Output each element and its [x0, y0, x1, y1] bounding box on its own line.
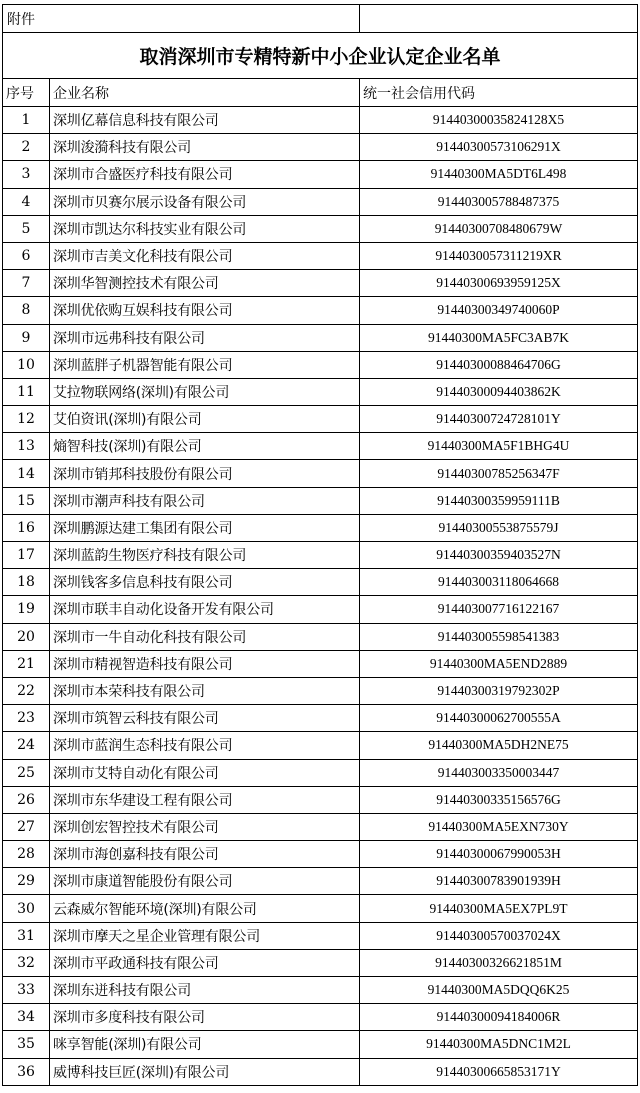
table-row — [3, 215, 638, 242]
row-name-cell: 深圳市康道智能股份有限公司 — [50, 868, 360, 895]
table-row — [3, 134, 638, 161]
row-name-cell: 深圳市合盛医疗科技有限公司 — [50, 161, 360, 188]
row-name-cell: 深圳亿幕信息科技有限公司 — [50, 107, 360, 134]
row-code-cell: 91440300035824128X5 — [360, 107, 638, 134]
row-name-cell: 深圳优依购互娱科技有限公司 — [50, 297, 360, 324]
row-seq-cell: 24 — [3, 732, 50, 759]
table-row — [3, 406, 638, 433]
row-code-cell: 9144030057311219XR — [360, 242, 638, 269]
row-name-cell: 艾拉物联网络(深圳)有限公司 — [50, 378, 360, 405]
row-code-cell: 91440300MA5F1BHG4U — [360, 433, 638, 460]
table-row — [3, 1058, 638, 1085]
row-seq-cell: 33 — [3, 977, 50, 1004]
table-row — [3, 813, 638, 840]
table-row — [3, 270, 638, 297]
header-name: 企业名称 — [50, 79, 360, 107]
table-row — [3, 107, 638, 134]
row-name-cell: 深圳市蓝润生态科技有限公司 — [50, 732, 360, 759]
row-seq-cell: 34 — [3, 1004, 50, 1031]
table-row — [3, 841, 638, 868]
page-title: 取消深圳市专精特新中小企业认定企业名单 — [3, 33, 638, 79]
row-name-cell: 深圳蓝胖子机器智能有限公司 — [50, 351, 360, 378]
row-name-cell: 深圳市海创嘉科技有限公司 — [50, 841, 360, 868]
row-code-cell: 91440300MA5EX7PL9T — [360, 895, 638, 922]
row-name-cell: 深圳市销邦科技股份有限公司 — [50, 460, 360, 487]
row-code-cell: 91440300349740060P — [360, 297, 638, 324]
table-row — [3, 242, 638, 269]
row-name-cell: 深圳市联丰自动化设备开发有限公司 — [50, 596, 360, 623]
table-row — [3, 705, 638, 732]
row-code-cell: 91440300553875579J — [360, 514, 638, 541]
table-row — [3, 188, 638, 215]
row-name-cell: 咪享智能(深圳)有限公司 — [50, 1031, 360, 1058]
row-name-cell: 云森威尔智能环境(深圳)有限公司 — [50, 895, 360, 922]
row-seq-cell: 31 — [3, 922, 50, 949]
row-seq-cell: 19 — [3, 596, 50, 623]
header-code: 统一社会信用代码 — [360, 79, 638, 107]
row-name-cell: 深圳市贝赛尔展示设备有限公司 — [50, 188, 360, 215]
row-code-cell: 91440300094403862K — [360, 378, 638, 405]
table-row — [3, 460, 638, 487]
row-seq-cell: 28 — [3, 841, 50, 868]
row-code-cell: 91440300094184006R — [360, 1004, 638, 1031]
sheet-body — [3, 5, 638, 1086]
row-seq-cell: 6 — [3, 242, 50, 269]
row-name-cell: 深圳浚漪科技有限公司 — [50, 134, 360, 161]
row-code-cell: 91440300MA5EXN730Y — [360, 813, 638, 840]
row-seq-cell: 22 — [3, 677, 50, 704]
row-code-cell: 91440300359403527N — [360, 542, 638, 569]
table-row — [3, 433, 638, 460]
table-row — [3, 868, 638, 895]
row-code-cell: 91440300783901939H — [360, 868, 638, 895]
row-name-cell: 深圳市艾特自动化有限公司 — [50, 759, 360, 786]
row-seq-cell: 3 — [3, 161, 50, 188]
row-code-cell: 91440300062700555A — [360, 705, 638, 732]
row-seq-cell: 13 — [3, 433, 50, 460]
row-name-cell: 深圳市多度科技有限公司 — [50, 1004, 360, 1031]
row-seq-cell: 7 — [3, 270, 50, 297]
row-name-cell: 艾伯资讯(深圳)有限公司 — [50, 406, 360, 433]
table-row — [3, 351, 638, 378]
row-code-cell: 91440300MA5DT6L498 — [360, 161, 638, 188]
row-code-cell: 91440300MA5DNC1M2L — [360, 1031, 638, 1058]
row-seq-cell: 14 — [3, 460, 50, 487]
row-seq-cell: 23 — [3, 705, 50, 732]
table-row — [3, 650, 638, 677]
row-name-cell: 深圳市筑智云科技有限公司 — [50, 705, 360, 732]
row-seq-cell: 1 — [3, 107, 50, 134]
row-seq-cell: 5 — [3, 215, 50, 242]
table-row — [3, 542, 638, 569]
row-name-cell: 深圳市本荣科技有限公司 — [50, 677, 360, 704]
table-row — [3, 1031, 638, 1058]
row-name-cell: 深圳市吉美文化科技有限公司 — [50, 242, 360, 269]
attachment-label: 附件 — [3, 5, 360, 33]
header-seq: 序号 — [3, 79, 50, 107]
table-row — [3, 569, 638, 596]
row-seq-cell: 27 — [3, 813, 50, 840]
row-seq-cell: 4 — [3, 188, 50, 215]
row-code-cell: 914403003350003447 — [360, 759, 638, 786]
attachment-row — [3, 5, 638, 33]
row-code-cell: 91440300067990053H — [360, 841, 638, 868]
row-name-cell: 深圳市远弗科技有限公司 — [50, 324, 360, 351]
row-seq-cell: 35 — [3, 1031, 50, 1058]
row-seq-cell: 16 — [3, 514, 50, 541]
row-seq-cell: 36 — [3, 1058, 50, 1085]
row-seq-cell: 21 — [3, 650, 50, 677]
row-seq-cell: 20 — [3, 623, 50, 650]
table-row — [3, 596, 638, 623]
row-name-cell: 深圳创宏智控技术有限公司 — [50, 813, 360, 840]
table-row — [3, 786, 638, 813]
row-code-cell: 91440300335156576G — [360, 786, 638, 813]
table-row — [3, 677, 638, 704]
row-code-cell: 91440300MA5END2889 — [360, 650, 638, 677]
row-code-cell: 91440300319792302P — [360, 677, 638, 704]
row-code-cell: 91440300570037024X — [360, 922, 638, 949]
table-row — [3, 378, 638, 405]
table-row — [3, 514, 638, 541]
row-code-cell: 91440300785256347F — [360, 460, 638, 487]
attachment-empty-cell — [360, 5, 638, 33]
header-row — [3, 79, 638, 107]
table-row — [3, 324, 638, 351]
row-seq-cell: 32 — [3, 949, 50, 976]
row-seq-cell: 18 — [3, 569, 50, 596]
row-code-cell: 91440300MA5DH2NE75 — [360, 732, 638, 759]
row-name-cell: 深圳市凯达尔科技实业有限公司 — [50, 215, 360, 242]
table-row — [3, 732, 638, 759]
row-name-cell: 威博科技巨匠(深圳)有限公司 — [50, 1058, 360, 1085]
row-code-cell: 914403003118064668 — [360, 569, 638, 596]
table-row — [3, 297, 638, 324]
row-code-cell: 91440300665853171Y — [360, 1058, 638, 1085]
row-seq-cell: 12 — [3, 406, 50, 433]
table-row — [3, 759, 638, 786]
row-code-cell: 91440300573106291X — [360, 134, 638, 161]
table-row — [3, 487, 638, 514]
row-code-cell: 91440300708480679W — [360, 215, 638, 242]
row-code-cell: 91440300MA5FC3AB7K — [360, 324, 638, 351]
row-code-cell: 914403007716122167 — [360, 596, 638, 623]
row-name-cell: 深圳市精视智造科技有限公司 — [50, 650, 360, 677]
table-row — [3, 623, 638, 650]
row-seq-cell: 11 — [3, 378, 50, 405]
row-seq-cell: 17 — [3, 542, 50, 569]
row-code-cell: 91440300724728101Y — [360, 406, 638, 433]
row-seq-cell: 10 — [3, 351, 50, 378]
row-name-cell: 深圳市潮声科技有限公司 — [50, 487, 360, 514]
row-code-cell: 914403005598541383 — [360, 623, 638, 650]
row-code-cell: 914403005788487375 — [360, 188, 638, 215]
row-name-cell: 深圳鹏源达建工集团有限公司 — [50, 514, 360, 541]
row-seq-cell: 2 — [3, 134, 50, 161]
table-row — [3, 895, 638, 922]
row-name-cell: 深圳市摩天之星企业管理有限公司 — [50, 922, 360, 949]
table-row — [3, 949, 638, 976]
table-row — [3, 922, 638, 949]
row-code-cell: 91440300326621851M — [360, 949, 638, 976]
row-code-cell: 91440300693959125X — [360, 270, 638, 297]
row-name-cell: 深圳市一牛自动化科技有限公司 — [50, 623, 360, 650]
row-code-cell: 91440300359959111B — [360, 487, 638, 514]
table-row — [3, 161, 638, 188]
row-name-cell: 深圳东迸科技有限公司 — [50, 977, 360, 1004]
row-code-cell: 91440300088464706G — [360, 351, 638, 378]
row-name-cell: 深圳华智测控技术有限公司 — [50, 270, 360, 297]
row-seq-cell: 26 — [3, 786, 50, 813]
row-name-cell: 深圳市平政通科技有限公司 — [50, 949, 360, 976]
row-seq-cell: 8 — [3, 297, 50, 324]
row-name-cell: 深圳钱客多信息科技有限公司 — [50, 569, 360, 596]
title-row — [3, 33, 638, 79]
company-list-sheet — [2, 4, 638, 1086]
table-row — [3, 1004, 638, 1031]
row-seq-cell: 25 — [3, 759, 50, 786]
table-row — [3, 977, 638, 1004]
row-seq-cell: 15 — [3, 487, 50, 514]
row-seq-cell: 29 — [3, 868, 50, 895]
row-code-cell: 91440300MA5DQQ6K25 — [360, 977, 638, 1004]
row-name-cell: 深圳蓝韵生物医疗科技有限公司 — [50, 542, 360, 569]
row-name-cell: 熵智科技(深圳)有限公司 — [50, 433, 360, 460]
row-name-cell: 深圳市东华建设工程有限公司 — [50, 786, 360, 813]
row-seq-cell: 9 — [3, 324, 50, 351]
row-seq-cell: 30 — [3, 895, 50, 922]
